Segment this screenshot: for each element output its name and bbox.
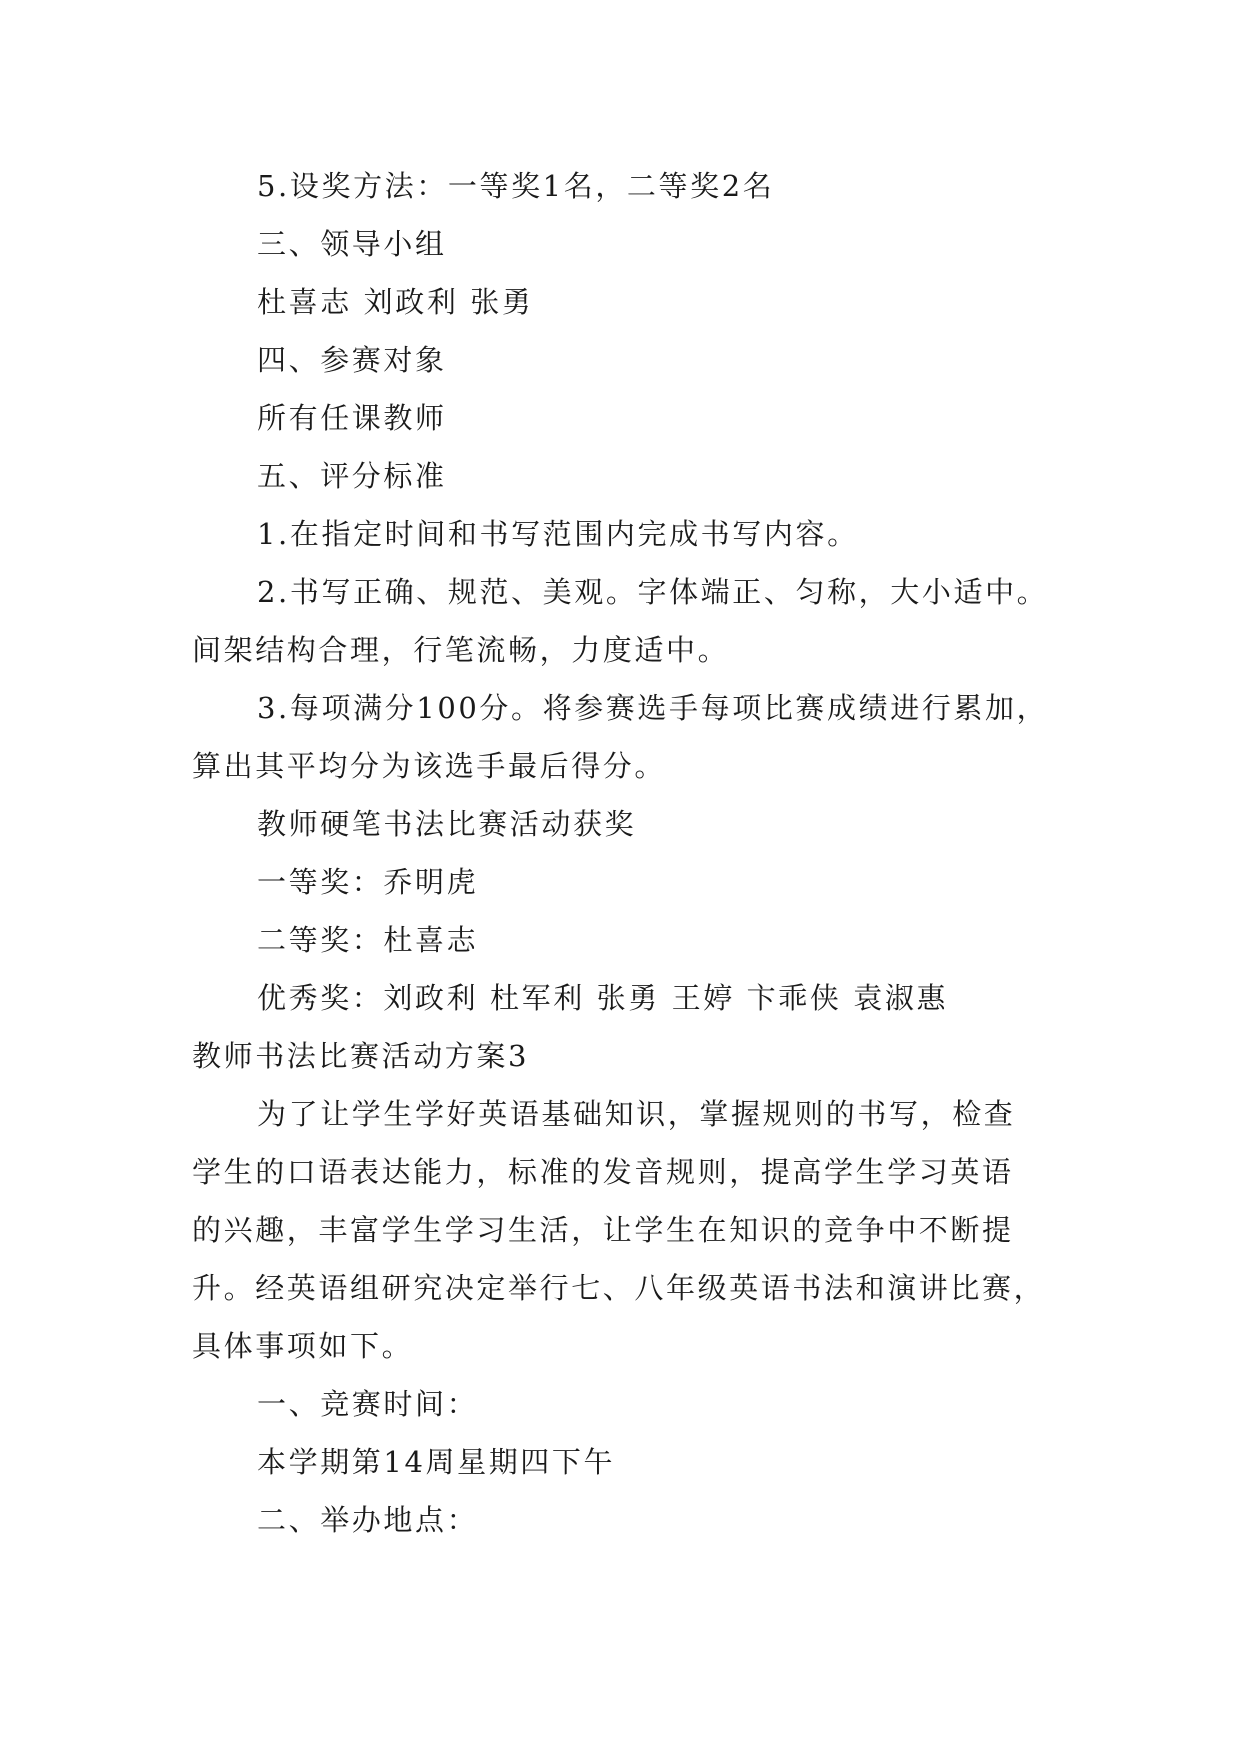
intro-paragraph-line-3: 的兴趣，丰富学生学习生活，让学生在知识的竞争中不断提 bbox=[192, 1213, 1014, 1247]
scoring-item-1: 1.在指定时间和书写范围内完成书写内容。 bbox=[257, 517, 859, 551]
section-heading-scoring: 五、评分标准 bbox=[257, 459, 447, 493]
second-prize-line: 二等奖：杜喜志 bbox=[257, 923, 479, 957]
intro-paragraph-line-5: 具体事项如下。 bbox=[192, 1329, 414, 1363]
section-heading-participants: 四、参赛对象 bbox=[257, 343, 447, 377]
intro-paragraph-line-2: 学生的口语表达能力，标准的发音规则，提高学生学习英语 bbox=[192, 1155, 1014, 1189]
intro-paragraph-line-1: 为了让学生学好英语基础知识，掌握规则的书写，检查 bbox=[257, 1097, 1016, 1131]
section-heading-leadership: 三、领导小组 bbox=[257, 227, 447, 261]
section-heading-location: 二、举办地点： bbox=[257, 1503, 479, 1537]
scoring-item-3-continued: 算出其平均分为该选手最后得分。 bbox=[192, 749, 667, 783]
leadership-members-line: 杜喜志 刘政利 张勇 bbox=[257, 285, 534, 319]
first-prize-line: 一等奖：乔明虎 bbox=[257, 865, 479, 899]
award-method-line: 5.设奖方法：一等奖1名，二等奖2名 bbox=[257, 169, 775, 203]
scoring-item-2: 2.书写正确、规范、美观。字体端正、匀称，大小适中。 bbox=[257, 575, 1049, 609]
section-heading-time: 一、竞赛时间： bbox=[257, 1387, 479, 1421]
scoring-item-2-continued: 间架结构合理，行笔流畅，力度适中。 bbox=[192, 633, 730, 667]
scoring-item-3: 3.每项满分100分。将参赛选手每项比赛成绩进行累加， bbox=[257, 691, 1049, 725]
participants-line: 所有任课教师 bbox=[257, 401, 447, 435]
awards-heading: 教师硬笔书法比赛活动获奖 bbox=[257, 807, 637, 841]
excellence-prize-line: 优秀奖：刘政利 杜军利 张勇 王婷 卞乖侠 袁淑惠 bbox=[257, 981, 949, 1015]
intro-paragraph-line-4: 升。经英语组研究决定举行七、八年级英语书法和演讲比赛， bbox=[192, 1271, 1046, 1305]
plan-3-title: 教师书法比赛活动方案3 bbox=[192, 1039, 530, 1073]
time-detail-line: 本学期第14周星期四下午 bbox=[257, 1445, 616, 1479]
